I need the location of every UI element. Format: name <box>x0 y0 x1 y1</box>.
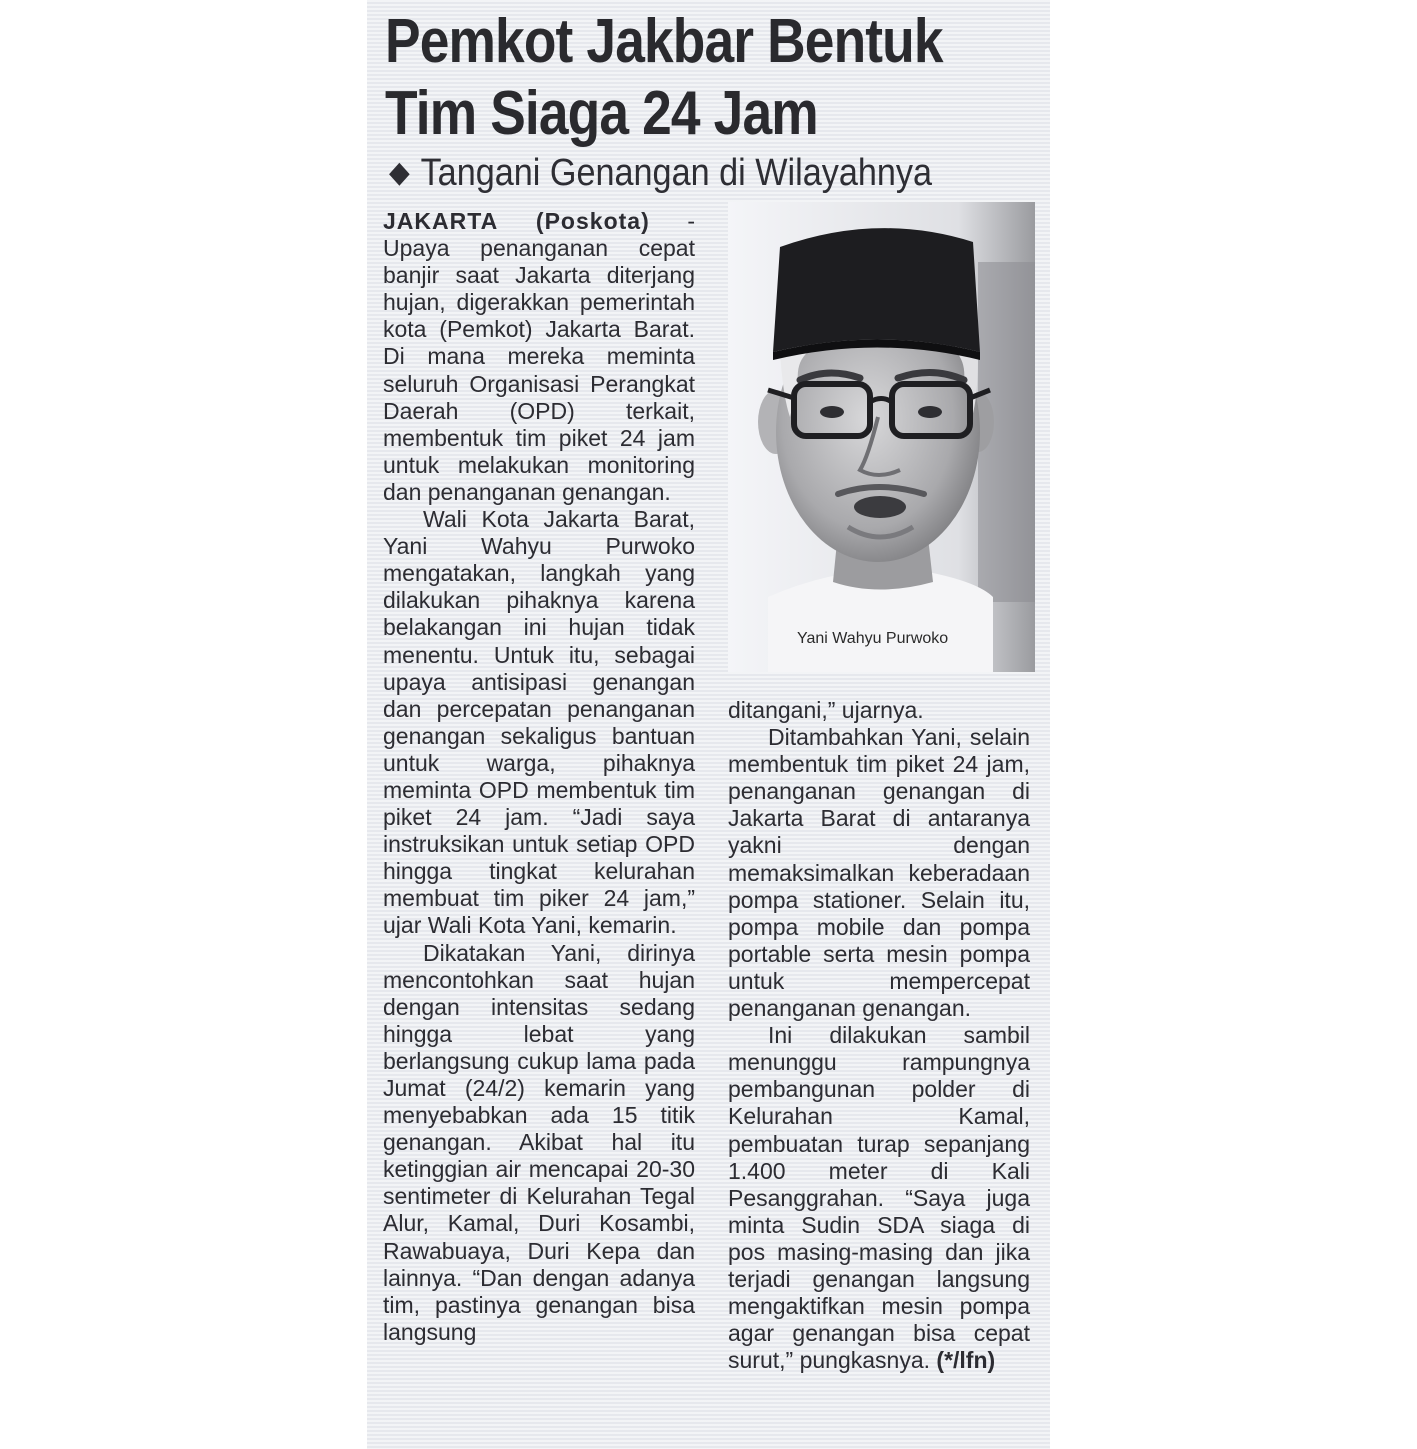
paragraph-text: Ini dilakukan sambil menunggu rampungnya pembangunan polder di Kelurahan Kamal, pembuatan turap sepanjang 1.400 meter di Kali Pesanggrahan. “Saya juga minta Sudin SDA siaga di pos masing-masing dan jika terjadi genangan langsung mengaktifkan mesin pompa agar genangan bisa cepat surut,” pungkasnya. <box>728 1022 1030 1374</box>
portrait-photo <box>728 202 1035 672</box>
paragraph <box>728 1022 1030 1374</box>
paragraph: Wali Kota Jakarta Barat, Yani Wahyu Purwoko mengatakan, langkah yang dilakukan pihaknya karena belakangan ini hujan tidak menentu. Untuk itu, sebagai upaya antisipasi genangan dan percepatan penanganan genangan sekaligus bantuan untuk warga, pihaknya meminta OPD membentuk tim piket 24 jam. “Jadi saya instruksikan untuk setiap OPD hingga tingkat kelurahan membuat tim piker 24 jam,” ujar Wali Kota Yani, kemarin. <box>383 506 695 939</box>
author-signature: (*/lfn) <box>936 1347 996 1374</box>
article-column-left <box>383 208 695 1346</box>
article-column-right <box>728 697 1030 1374</box>
paragraph: JAKARTA (Poskota) - Upaya penanganan cepat banjir saat Jakarta diterjang hujan, digerakkan pemerintah kota (Pemkot) Jakarta Barat. Di mana mereka meminta seluruh Organisasi Perangkat Daerah (OPD) terkait, membentuk tim piket 24 jam untuk melakukan monitoring dan penanganan genangan. <box>383 208 695 505</box>
photo-caption: Yani Wahyu Purwoko <box>797 630 949 647</box>
dateline: JAKARTA (Poskota) <box>383 208 650 234</box>
paragraph-text: Upaya penanganan cepat banjir saat Jakarta diterjang hujan, digerakkan pemerintah kota (Pemkot) Jakarta Barat. Di mana mereka meminta seluruh Organisasi Perangkat Daerah (OPD) terkait, membentuk tim piket 24 jam untuk melakukan monitoring dan penanganan genangan. <box>383 235 695 505</box>
headline-line-2: Tim Siaga 24 Jam <box>385 79 818 148</box>
subheadline <box>389 150 932 196</box>
diamond-bullet-icon: ◆ <box>389 156 410 189</box>
paragraph: Dikatakan Yani, dirinya mencontohkan saat hujan dengan intensitas sedang hingga lebat yang berlangsung cukup lama pada Jumat (24/2) kemarin yang menyebabkan ada 15 titik genangan. Akibat hal itu ketinggian air mencapai 20-30 sentimeter di Kelurahan Tegal Alur, Kamal, Duri Kosambi, Rawabuaya, Duri Kepa dan lainnya. “Dan dengan adanya tim, pastinya genangan bisa langsung <box>383 939 695 1345</box>
newspaper-clipping <box>367 0 1050 1449</box>
paragraph: ditangani,” ujarnya. <box>728 697 924 723</box>
portrait-illustration <box>728 202 1035 672</box>
headline-line-1: Pemkot Jakbar Bentuk <box>385 7 943 76</box>
paragraph: Ditambahkan Yani, selain membentuk tim piket 24 jam, penanganan genangan di Jakarta Barat di antaranya yakni dengan memaksimalkan keberadaan pompa stationer. Selain itu, pompa mobile dan pompa portable serta mesin pompa untuk mempercepat penanganan genangan. <box>728 724 1030 1022</box>
headline <box>385 6 953 150</box>
subheadline-text: Tangani Genangan di Wilayahnya <box>420 152 933 194</box>
